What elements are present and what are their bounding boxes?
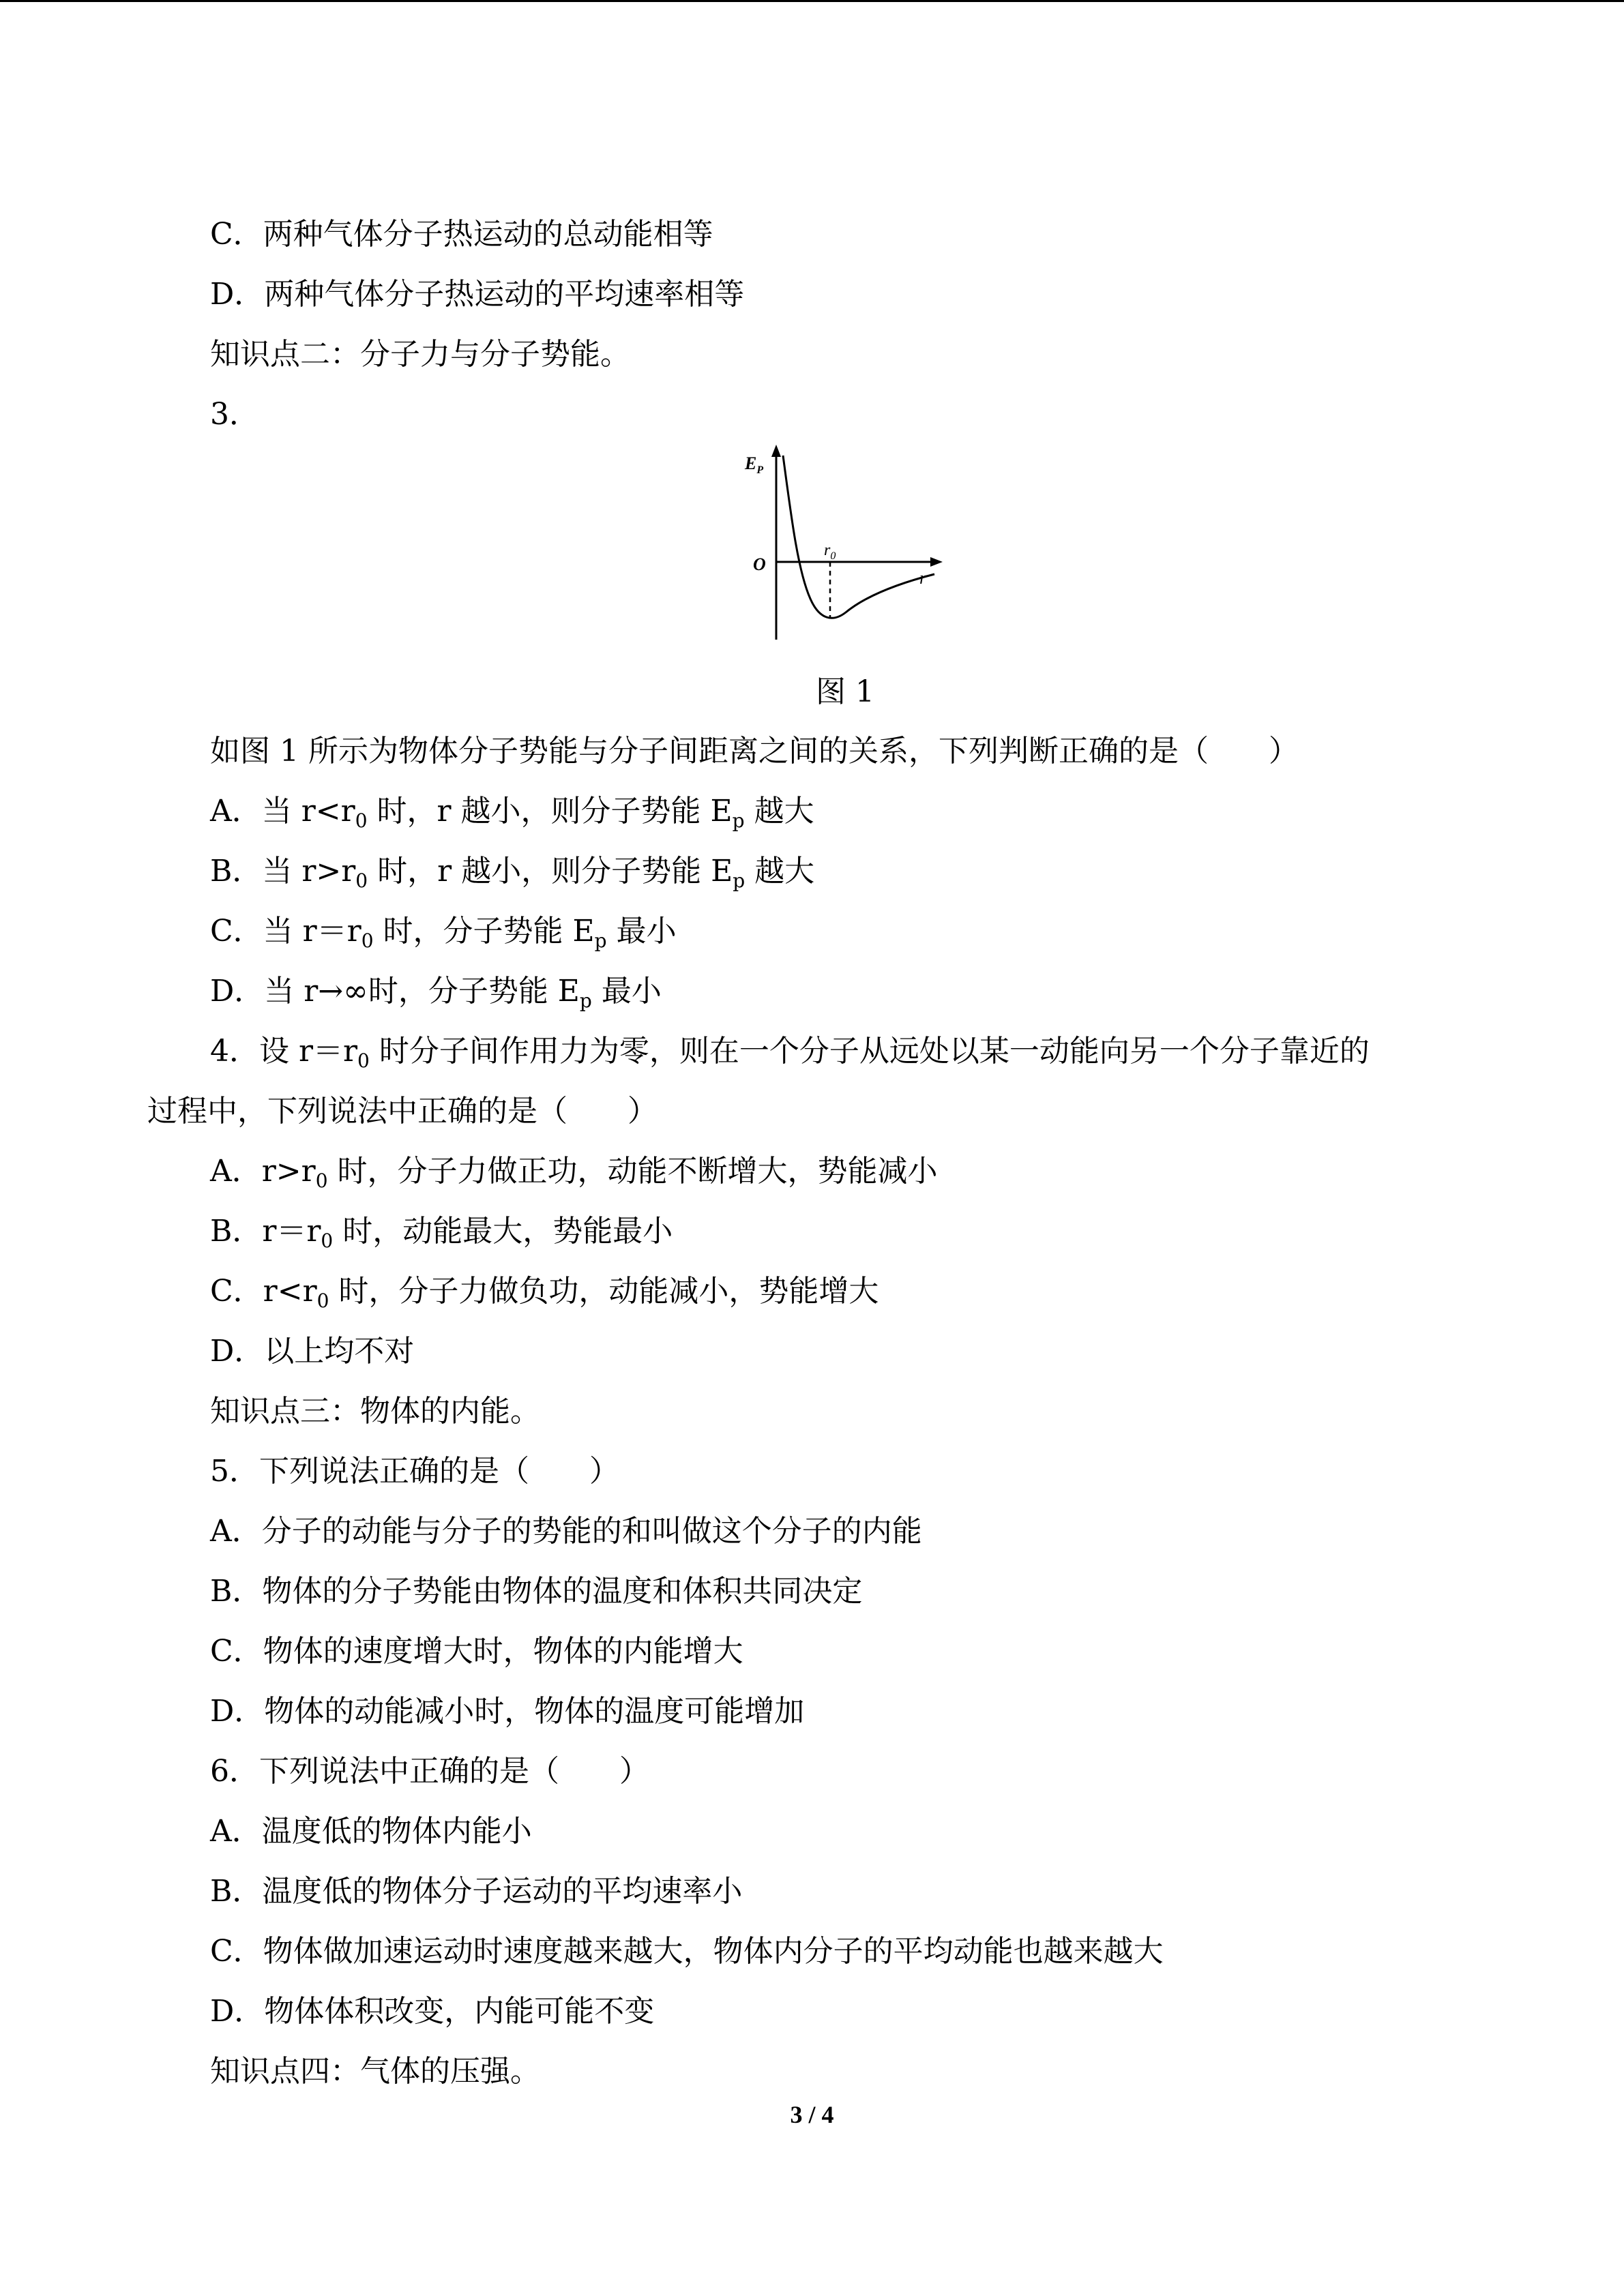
question-3-option-c: C．当 $r=r_0$ 时，分子势能 $E_p$ 最小: [210, 914, 677, 952]
ep-axis-label: $E_P$: [745, 453, 764, 476]
question-5-option-a: A．分子的动能与分子的势能的和叫做这个分子的内能: [210, 1514, 922, 1549]
page-number: 3 / 4: [790, 2101, 834, 2128]
origin-label: O: [753, 554, 766, 574]
knowledge-point-4-heading: 知识点四：气体的压强。: [210, 2054, 540, 2089]
question-5-option-d: D．物体的动能减小时，物体的温度可能增加: [210, 1694, 805, 1729]
question-4-option-c: C．$r<r_0$ 时，分子力做负功，动能减小，势能增大: [210, 1274, 879, 1312]
question-2-option-c: C．两种气体分子热运动的总动能相等: [210, 217, 713, 252]
question-5-stem: 5．下列说法正确的是（ ）: [210, 1454, 619, 1489]
r-axis-label: r: [919, 568, 927, 588]
knowledge-point-2-heading: 知识点二：分子力与分子势能。: [210, 337, 630, 372]
question-6-option-d: D．物体体积改变，内能可能不变: [210, 1994, 655, 2029]
question-4-stem-line-1: 4．设 $r=r_0$ 时分子间作用力为零，则在一个分子从远处以某一动能向另一个分子靠近的: [210, 1034, 1370, 1072]
figure-caption: 图 1: [816, 674, 874, 709]
question-4-option-b: B．$r=r_0$ 时，动能最大，势能最小: [210, 1214, 673, 1252]
question-6-option-c: C．物体做加速运动时速度越来越大，物体内分子的平均动能也越来越大: [210, 1934, 1164, 1969]
question-3-option-b: B．当 $r>r_0$ 时，r 越小，则分子势能 $E_p$ 越大: [210, 854, 815, 892]
r0-label: $r_0$: [824, 541, 836, 562]
question-3-option-d: D．当 r→∞时，分子势能 $E_p$ 最小: [210, 974, 662, 1012]
question-2-option-d: D．两种气体分子热运动的平均速率相等: [210, 277, 745, 312]
knowledge-point-3-heading: 知识点三：物体的内能。: [210, 1394, 540, 1429]
ep-curve: [783, 456, 934, 618]
question-6-option-a: A．温度低的物体内能小: [210, 1814, 532, 1849]
question-4-stem-line-2: 过程中，下列说法中正确的是（ ）: [147, 1094, 658, 1129]
top-border: [0, 0, 1624, 2]
x-axis-arrow: [930, 557, 943, 567]
question-3-stem: 如图 1 所示为物体分子势能与分子间距离之间的关系，下列判断正确的是（ ）: [210, 734, 1299, 769]
potential-energy-curve-figure: [737, 442, 955, 646]
y-axis-arrow: [771, 445, 781, 457]
question-6-stem: 6．下列说法中正确的是（ ）: [210, 1754, 649, 1789]
question-3-option-a: A．当 $r<r_0$ 时，r 越小，则分子势能 $E_p$ 越大: [210, 794, 814, 832]
question-3-number: 3．: [210, 397, 259, 432]
question-6-option-b: B．温度低的物体分子运动的平均速率小: [210, 1874, 743, 1909]
question-4-option-d: D．以上均不对: [210, 1334, 415, 1369]
question-4-option-a: A．$r>r_0$ 时，分子力做正功，动能不断增大，势能减小: [210, 1154, 938, 1192]
question-5-option-b: B．物体的分子势能由物体的温度和体积共同决定: [210, 1574, 863, 1609]
question-5-option-c: C．物体的速度增大时，物体的内能增大: [210, 1634, 743, 1669]
